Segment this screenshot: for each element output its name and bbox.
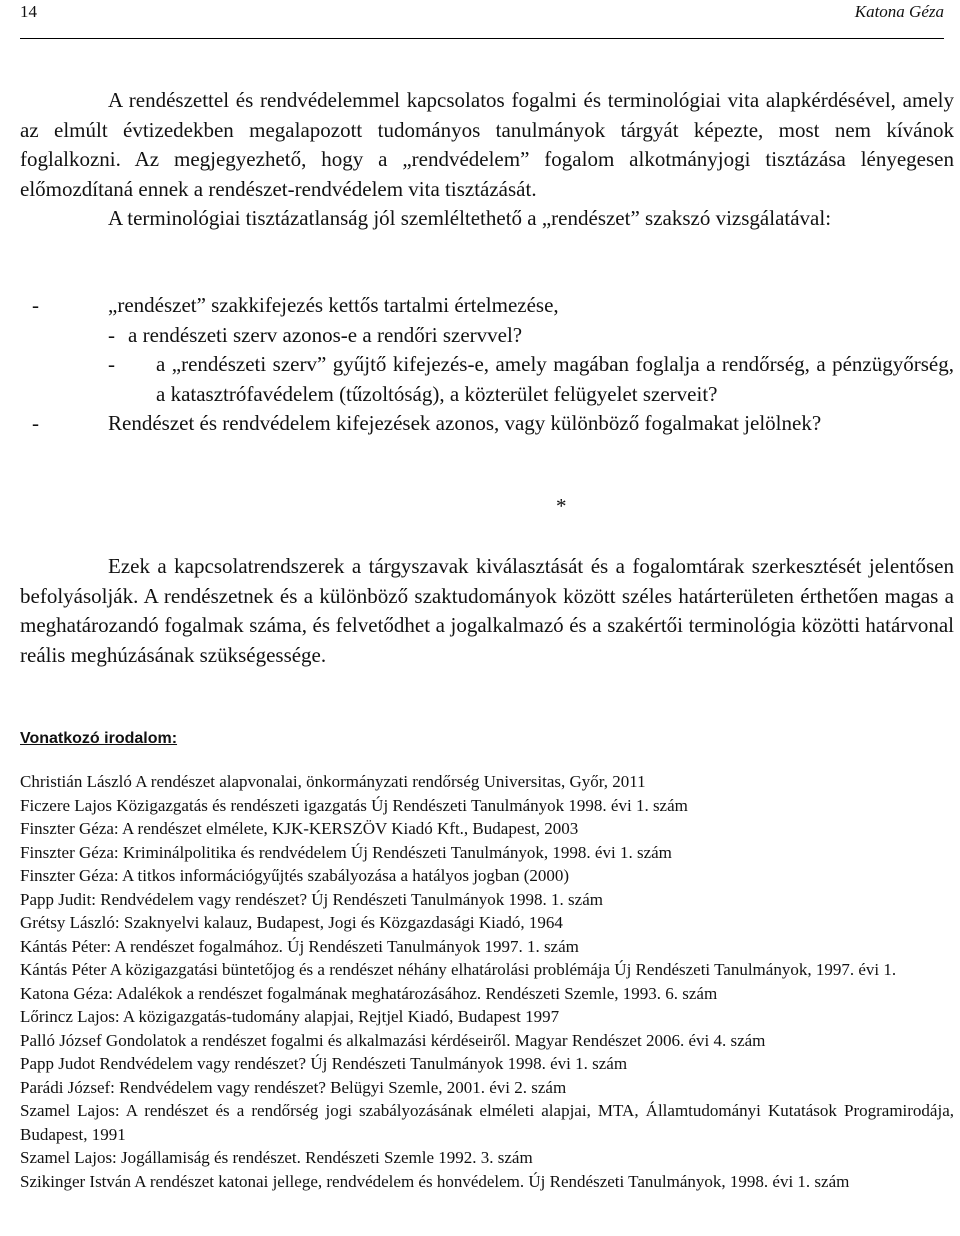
reference-item: Finszter Géza: A rendészet elmélete, KJK-KERSZÖV Kiadó Kft., Budapest, 2003 — [20, 819, 579, 838]
list-item — [20, 321, 954, 351]
list-item-text: „rendészet” szakkifejezés kettős tartalmi értelmezése, — [108, 293, 559, 317]
running-author: Katona Géza — [854, 2, 944, 21]
list-item — [20, 291, 954, 321]
reference-item: Papp Judot Rendvédelem vagy rendészet? Új Rendészeti Tanulmányok 1998. évi 1. szám — [20, 1054, 628, 1073]
reference-item: Grétsy László: Szaknyelvi kalauz, Budapest, Jogi és Közgazdasági Kiadó, 1964 — [20, 913, 563, 932]
reference-item: Finszter Géza: A titkos információgyűjtés szabályozása a hatályos jogban (2000) — [20, 866, 570, 885]
paragraph-1: A rendészettel és rendvédelemmel kapcsolatos fogalmi és terminológiai vita alapkérdésével, amely az elmúlt évtizedekben megalapozott tudományos tanulmányok tárgyát képezte, most nem kívánok foglalkozni. Az megjegyezhető, hogy a „rendvédelem” fogalom alkotmányjogi tisztázása lényegesen előmozdítaná ennek a rendészet-rendvédelem vita tisztázását. — [20, 88, 954, 201]
references-list — [20, 770, 954, 1193]
body-section-1 — [20, 86, 954, 234]
reference-item: Szamel Lajos: A rendészet és a rendőrség jogi szabályozásának elméleti alapjai, MTA, Államtudományi Kutatások Programirodája, Budapest, 1991 — [20, 1101, 954, 1144]
page-number: 14 — [20, 2, 37, 21]
reference-item: Szamel Lajos: Jogállamiság és rendészet. Rendészeti Szemle 1992. 3. szám — [20, 1148, 533, 1167]
paragraph-3: Ezek a kapcsolatrendszerek a tárgyszavak kiválasztását és a fogalomtárak szerkesztését jelentősen befolyásolják. A rendészetnek és a különböző szaktudományok között széles határterületen érthetően magas a meghatározandó fogalmak száma, és felvetődhet a jogalkalmazó és a szakértői terminológia közötti határvonal reális meghúzásának szükségessége. — [20, 554, 954, 667]
section-separator: * — [556, 494, 567, 518]
reference-item: Kántás Péter A közigazgatási büntetőjog és a rendészet néhány elhatárolási problémája Új Rendészeti Tanulmányok, 1997. évi 1. — [20, 960, 897, 979]
reference-item: Ficzere Lajos Közigazgatás és rendészeti igazgatás Új Rendészeti Tanulmányok 1998. évi 1. szám — [20, 795, 688, 815]
dash-bullet: - — [32, 293, 39, 317]
body-section-2 — [20, 552, 954, 670]
reference-item: Christián László A rendészet alapvonalai, önkormányzati rendőrség Universitas, Győr, 2011 — [20, 772, 646, 791]
paragraph-2: A terminológiai tisztázatlanság jól szemléltethető a „rendészet” szakszó vizsgálatával: — [108, 206, 832, 230]
question-list — [20, 291, 954, 439]
reference-item: Katona Géza: Adalékok a rendészet fogalmának meghatározásához. Rendészeti Szemle, 1993. 6. szám — [20, 983, 718, 1003]
reference-item: Finszter Géza: Kriminálpolitika és rendvédelem Új Rendészeti Tanulmányok, 1998. évi 1. szám — [20, 842, 672, 862]
page-header — [20, 0, 944, 39]
dash-bullet: - — [108, 352, 115, 376]
reference-item: Palló József Gondolatok a rendészet fogalmi és alkalmazási kérdéseiről. Magyar Rendészet 2006. évi 4. szám — [20, 1030, 766, 1050]
list-item-text: Rendészet és rendvédelem kifejezések azonos, vagy különböző fogalmakat jelölnek? — [108, 411, 822, 435]
dash-bullet: - — [108, 322, 115, 347]
list-item — [20, 350, 954, 409]
reference-item: Lőrincz Lajos: A közigazgatás-tudomány alapjai, Rejtjel Kiadó, Budapest 1997 — [20, 1007, 560, 1026]
reference-item: Szikinger István A rendészet katonai jellege, rendvédelem és honvédelem. Új Rendészeti Tanulmányok, 1998. évi 1. szám — [20, 1171, 850, 1191]
references-heading: Vonatkozó irodalom: — [20, 730, 178, 747]
list-item-text: a rendészeti szerv azonos-e a rendőri szervvel? — [128, 322, 523, 347]
list-item — [20, 409, 954, 439]
reference-item: Kántás Péter: A rendészet fogalmához. Új Rendészeti Tanulmányok 1997. 1. szám — [20, 936, 579, 956]
list-item-text: a „rendészeti szerv” gyűjtő kifejezés-e, amely magában foglalja a rendőrség, a pénzügyőrség, a katasztrófavédelem (tűzoltóság), a közterület felügyelet szerveit? — [156, 352, 954, 406]
reference-item: Parádi József: Rendvédelem vagy rendészet? Belügyi Szemle, 2001. évi 2. szám — [20, 1077, 567, 1097]
dash-bullet: - — [32, 411, 39, 435]
reference-item: Papp Judit: Rendvédelem vagy rendészet? Új Rendészeti Tanulmányok 1998. 1. szám — [20, 889, 603, 909]
